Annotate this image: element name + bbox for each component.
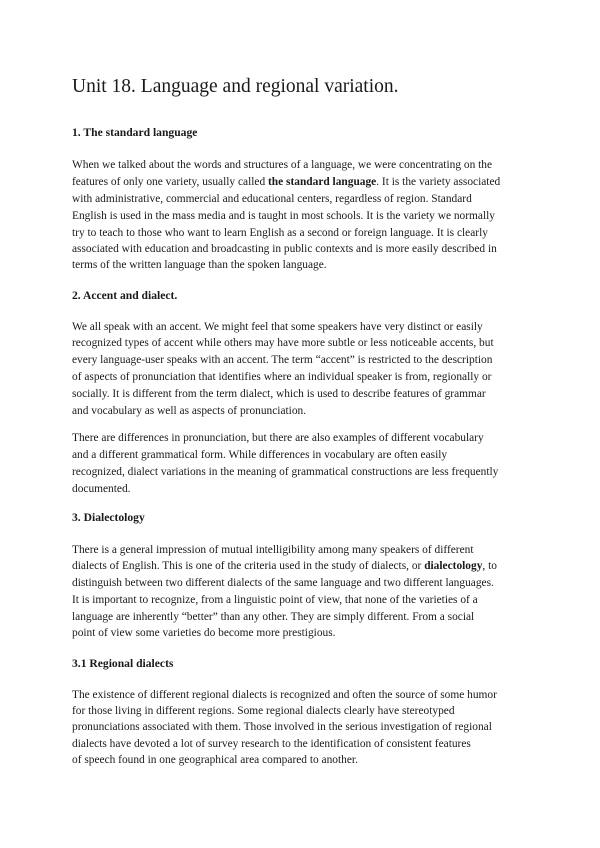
bold-term: dialectology xyxy=(424,560,483,572)
text-line: every language-user speaks with an accent. The term “accent” is restricted to the description xyxy=(72,354,493,366)
text-line: for those living in different regions. Some regional dialects clearly have stereotyped xyxy=(72,705,455,717)
page-title: Unit 18. Language and regional variation. xyxy=(72,76,399,97)
text-line: dialects have devoted a lot of survey research to the identification of consistent features xyxy=(72,738,471,750)
text-line: with administrative, commercial and educational centers, regardless of region. Standard xyxy=(72,193,472,205)
text-line: and a different grammatical form. While differences in vocabulary are often easily xyxy=(72,449,448,461)
text-line: of speech found in one geographical area compared to another. xyxy=(72,754,358,766)
text-line: try to teach to those who want to learn English as a second or foreign language. It is clearly xyxy=(72,227,488,239)
text-line: When we talked about the words and structures of a language, we were concentrating on the xyxy=(72,159,493,171)
text-line: The existence of different regional dialects is recognized and often the source of some humor xyxy=(72,689,497,701)
section-heading-regional-dialects: 3.1 Regional dialects xyxy=(72,657,174,670)
text-line: of aspects of pronunciation that identifies where an individual speaker is from, regionally or xyxy=(72,371,492,383)
section-heading-accent-dialect: 2. Accent and dialect. xyxy=(72,289,178,302)
text-line: features of only one variety, usually called the standard language. It is the variety associated xyxy=(72,176,501,188)
text-line: recognized, dialect variations in the meaning of grammatical constructions are less frequently xyxy=(72,466,499,478)
text-line: English is used in the mass media and is taught in most schools. It is the variety we normally xyxy=(72,210,495,222)
text-line: distinguish between two different dialects of the same language and two different languages. xyxy=(72,577,494,589)
bold-term: the standard language xyxy=(268,176,377,188)
text-line: dialects of English. This is one of the criteria used in the study of dialects, or dialectology, to xyxy=(72,560,497,572)
text-line: associated with education and broadcasting in public contexts and is more easily described in xyxy=(72,243,497,255)
text-line: socially. It is different from the term dialect, which is used to describe features of grammar xyxy=(72,388,486,400)
text-line: recognized types of accent while others may have more subtle or less noticeable accents, but xyxy=(72,337,494,349)
text-line: terms of the written language than the spoken language. xyxy=(72,259,327,271)
text-line: We all speak with an accent. We might feel that some speakers have very distinct or easily xyxy=(72,321,483,333)
text-line: and vocabulary as well as aspects of pronunciation. xyxy=(72,405,307,417)
section-heading-dialectology: 3. Dialectology xyxy=(72,511,145,524)
text-line: pronunciations associated with them. Those involved in the serious investigation of regional xyxy=(72,721,492,733)
text-line: language are inherently “better” than any other. They are simply different. From a social xyxy=(72,611,475,623)
section-heading-standard-language: 1. The standard language xyxy=(72,126,198,139)
text-line: It is important to recognize, from a linguistic point of view, that none of the varieties of a xyxy=(72,594,478,606)
text-line: There are differences in pronunciation, but there are also examples of different vocabulary xyxy=(72,432,484,444)
text-line: documented. xyxy=(72,483,131,495)
text-line: point of view some varieties do become more prestigious. xyxy=(72,627,336,639)
text-line: There is a general impression of mutual intelligibility among many speakers of different xyxy=(72,544,474,556)
